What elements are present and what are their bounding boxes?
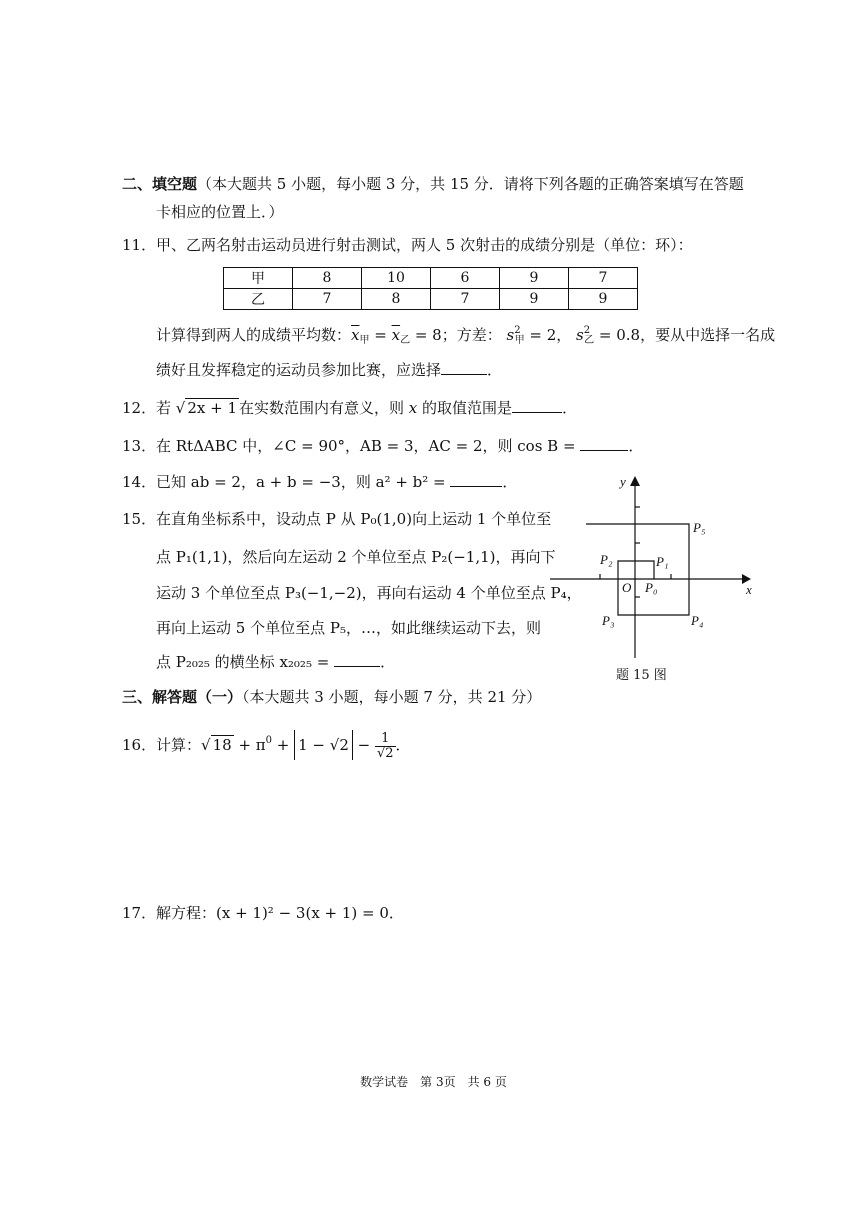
q13-text: 在 RtΔABC 中，∠C = 90°，AB = 3，AC = 2，则 cos B = xyxy=(156,437,576,455)
q11-calc-line: 计算得到两人的成绩平均数：$\overline{x}_甲 = \overline{x}_乙 = 8$；方差： $s^2_甲 = 2$， $s^2_乙 = 0.8$，要从中选择一名成 xyxy=(156,325,776,346)
spiral-path xyxy=(586,524,689,615)
q16-number: 16． xyxy=(122,736,157,754)
row-name: 乙 xyxy=(224,289,293,310)
q12-end: ． xyxy=(562,399,578,417)
q16-abs: 1 − √2 xyxy=(294,730,353,760)
q15-text-1: 在直角坐标系中，设动点 P 从 P₀(1,0)向上运动 1 个单位至 xyxy=(156,510,552,528)
section2-note-line2: 卡相应的位置上．） xyxy=(156,203,284,221)
p1-label: P₁ xyxy=(656,554,669,569)
q14-end: ． xyxy=(502,473,518,491)
q15-end: ． xyxy=(380,653,396,671)
score-cell: 7 xyxy=(431,289,500,310)
q11-stem-line xyxy=(122,234,693,256)
score-cell: 8 xyxy=(362,289,431,310)
q14-text: 已知 ab = 2，a + b = −3，则 a² + b² = xyxy=(156,473,446,491)
score-cell: 10 xyxy=(362,268,431,289)
answer-blank[interactable] xyxy=(580,436,628,451)
q13-end: ． xyxy=(628,437,644,455)
score-cell: 6 xyxy=(431,268,500,289)
section2-heading xyxy=(122,173,744,195)
p4-label: P₄ xyxy=(691,613,704,628)
p5-label: P₅ xyxy=(693,520,706,535)
q11-score-table xyxy=(223,267,638,310)
q12-radicand: 2x + 1 xyxy=(187,399,237,417)
q11-var-a: = 2， xyxy=(524,326,572,344)
score-cell: 9 xyxy=(500,268,569,289)
q16-frac-num: 1 xyxy=(375,732,396,747)
q11-var-b: = 0.8，要从中选择一名成 xyxy=(594,326,776,344)
q16-sqrt18: 18 xyxy=(212,736,232,754)
q14-number: 14． xyxy=(122,473,157,491)
section2-note-line1: （本大题共 5 小题，每小题 3 分，共 15 分．请将下列各题的正确答案填写在答题 xyxy=(197,175,744,193)
q16-pi-exp: 0 xyxy=(265,735,273,746)
q11-choose-text: 绩好且发挥稳定的运动员参加比赛，应选择 xyxy=(156,361,442,379)
q11-stem: 甲、乙两名射击运动员进行射击测试，两人 5 次射击的成绩分别是（单位：环）： xyxy=(156,236,693,254)
q15-line5 xyxy=(156,651,395,673)
q11-choose-line xyxy=(156,359,502,381)
q16-plus: + xyxy=(272,736,295,754)
section3-heading xyxy=(122,686,541,708)
q17-line xyxy=(122,902,404,924)
q16-fraction xyxy=(375,732,396,761)
q12-line: 12．若 √ 2x + 1 在实数范围内有意义，则 x 的取值范围是 ． xyxy=(122,399,578,417)
origin-label: O xyxy=(622,580,632,595)
score-cell: 9 xyxy=(500,289,569,310)
q17-number: 17． xyxy=(122,904,157,922)
y-label: y xyxy=(620,474,626,489)
q12-text-b: 在实数范围内有意义，则 xyxy=(239,399,405,417)
q15-line3: 运动 3 个单位至点 P₃(−1,−2)，再向右运动 4 个单位至点 P₄， xyxy=(156,584,582,602)
q17-text: 解方程：(x + 1)² − 3(x + 1) = 0． xyxy=(156,904,404,922)
score-cell: 7 xyxy=(293,289,362,310)
q16-minus: − xyxy=(352,736,375,754)
score-cell: 8 xyxy=(293,268,362,289)
figure-caption: 题 15 图 xyxy=(616,668,667,683)
answer-blank[interactable] xyxy=(334,652,380,667)
row-name: 甲 xyxy=(224,268,293,289)
q16-text: 计算： xyxy=(156,736,202,754)
section2-title: 二、填空题 xyxy=(122,175,198,193)
q13-number: 13． xyxy=(122,437,157,455)
q16-pi: + π xyxy=(233,736,266,754)
q14-line xyxy=(122,471,517,493)
q12-number: 12． xyxy=(122,399,157,417)
answer-blank[interactable] xyxy=(512,398,562,413)
y-arrow-icon xyxy=(630,476,640,486)
q15-text-5: 点 P₂₀₂₅ 的横坐标 x₂₀₂₅ = xyxy=(156,653,330,671)
q12-text-a: 若 xyxy=(156,399,172,417)
section3-note: （本大题共 3 小题，每小题 7 分，共 21 分） xyxy=(242,688,542,706)
q15-number: 15． xyxy=(122,510,157,528)
q15-line4: 再向上运动 5 个单位至点 P₅，…，如此继续运动下去，则 xyxy=(156,619,541,637)
q16-end: ． xyxy=(395,736,411,754)
p2-label: P₂ xyxy=(600,552,613,567)
q11-mean-text: = 8；方差： xyxy=(414,326,502,344)
table-row xyxy=(224,268,638,289)
q15-coordinate-figure xyxy=(546,470,756,690)
score-cell: 7 xyxy=(569,268,638,289)
q16-frac-den: √2 xyxy=(376,745,394,761)
q15-line1 xyxy=(122,508,551,530)
q15-line2: 点 P₁(1,1)，然后向左运动 2 个单位至点 P₂(−1,1)，再向下 xyxy=(156,548,556,566)
section3-title: 三、解答题（一） xyxy=(122,688,243,706)
q11-end: ． xyxy=(487,361,503,379)
q16-line: 16．计算：√ $18 + \pi^0 + 1 - √2$ − $\frac{1}{√2}$ ． xyxy=(122,730,411,761)
q11-calc-text: 计算得到两人的成绩平均数： xyxy=(156,326,352,344)
q12-text-c: 的取值范围是 xyxy=(422,399,513,417)
answer-blank[interactable] xyxy=(441,360,487,375)
q13-line xyxy=(122,435,643,457)
q11-number: 11． xyxy=(122,236,157,254)
x-label: x xyxy=(746,582,752,597)
p3-label: P₃ xyxy=(602,613,615,628)
page-footer: 数学试卷 第 3页 共 6 页 xyxy=(360,1075,507,1089)
table-row xyxy=(224,289,638,310)
score-cell: 9 xyxy=(569,289,638,310)
p0-label: P₀ xyxy=(645,580,658,595)
answer-blank[interactable] xyxy=(450,472,502,487)
